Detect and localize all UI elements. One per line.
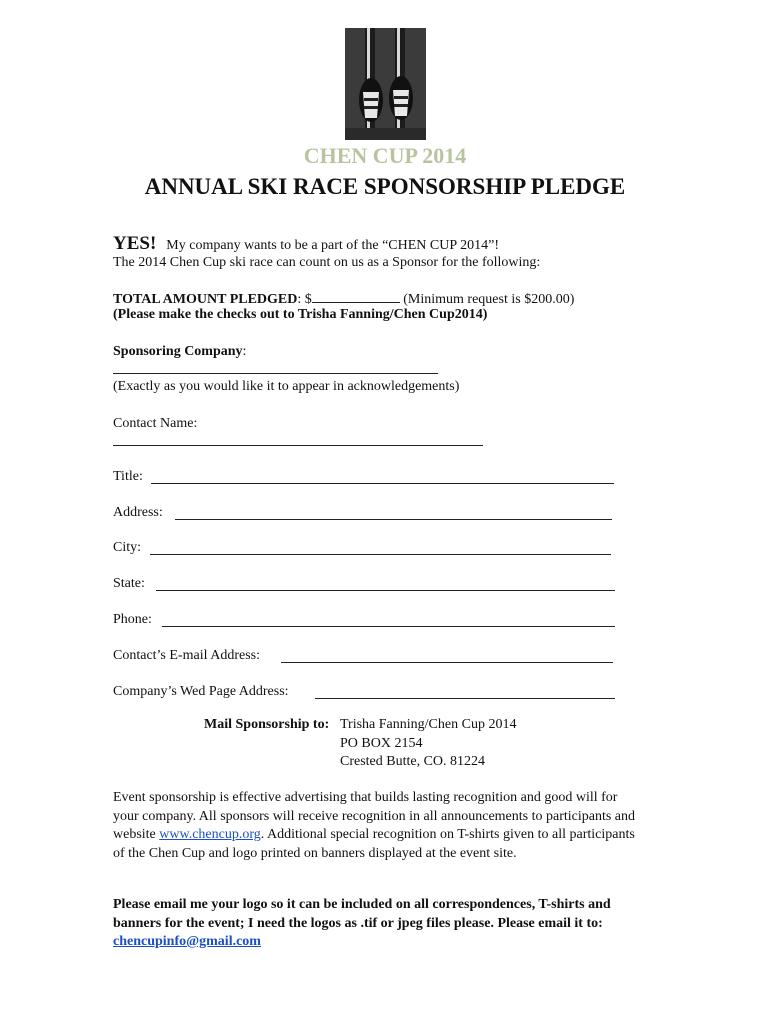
- mail-label: Mail Sponsorship to:: [204, 717, 330, 732]
- page-title: ANNUAL SKI RACE SPONSORSHIP PLEDGE: [144, 174, 626, 199]
- city-label: City:: [113, 540, 142, 555]
- checks-note: (Please make the checks out to Trisha Fanning/Chen Cup2014): [113, 307, 488, 322]
- pledge-label: TOTAL AMOUNT PLEDGED: [113, 292, 298, 307]
- state-label: State:: [113, 576, 145, 591]
- info-text-part1: Event sponsorship is effective advertising that builds lasting recognition and good will for your company. All sponsors will receive recognition in all announcements to participants and website: [113, 790, 636, 842]
- event-title: CHEN CUP 2014: [303, 143, 467, 168]
- info-text-part2: . Additional special recognition on T-shirts given to all participants of the Chen Cup and logo printed on banners displayed at the event site.: [113, 827, 635, 861]
- phone-field[interactable]: [162, 626, 615, 627]
- logo-request-text: Please email me your logo so it can be included on all correspondences, T-shirts and banners for the event; I need the logos as .tif or jpeg files please. Please email it to:: [113, 897, 611, 931]
- website-link[interactable]: www.chencup.org: [159, 827, 261, 842]
- ski-boots-photo: [345, 28, 426, 140]
- title-label: Title:: [113, 469, 143, 484]
- sponsorship-info-paragraph: [113, 789, 643, 863]
- state-field[interactable]: [156, 590, 615, 591]
- webpage-label: Company’s Wed Page Address:: [113, 684, 289, 699]
- phone-label: Phone:: [113, 612, 152, 627]
- acknowledgement-note: (Exactly as you would like it to appear in acknowledgements): [113, 379, 460, 394]
- intro-subtext: The 2014 Chen Cup ski race can count on us as a Sponsor for the following:: [113, 255, 541, 270]
- sponsoring-company-line: [113, 344, 246, 360]
- email-link[interactable]: chencupinfo@gmail.com: [113, 934, 261, 949]
- contact-name-label: Contact Name:: [113, 416, 198, 431]
- mail-address-line2: PO BOX 2154: [340, 736, 423, 751]
- address-field[interactable]: [175, 519, 612, 520]
- pledge-dollar: : $: [297, 292, 312, 307]
- contact-name-field[interactable]: [113, 445, 483, 446]
- sponsoring-company-colon: :: [242, 344, 247, 359]
- yes-label: YES!: [113, 233, 157, 254]
- email-field[interactable]: [281, 662, 613, 663]
- title-field[interactable]: [151, 483, 614, 484]
- email-label: Contact’s E-mail Address:: [113, 648, 260, 663]
- pledge-line: [113, 290, 574, 308]
- sponsoring-company-label: Sponsoring Company: [113, 344, 243, 359]
- intro-text: My company wants to be a part of the “CHEN CUP 2014”!: [166, 238, 499, 253]
- pledge-amount-field[interactable]: [312, 290, 400, 303]
- mail-address-line1: Trisha Fanning/Chen Cup 2014: [340, 717, 517, 732]
- pledge-minimum: (Minimum request is $200.00): [403, 292, 575, 307]
- address-label: Address:: [113, 505, 163, 520]
- sponsoring-company-field[interactable]: [113, 373, 438, 374]
- webpage-field[interactable]: [315, 698, 615, 699]
- logo-request-paragraph: [113, 896, 658, 952]
- city-field[interactable]: [150, 554, 611, 555]
- mail-address-line3: Crested Butte, CO. 81224: [340, 754, 486, 769]
- intro-line: [113, 233, 499, 255]
